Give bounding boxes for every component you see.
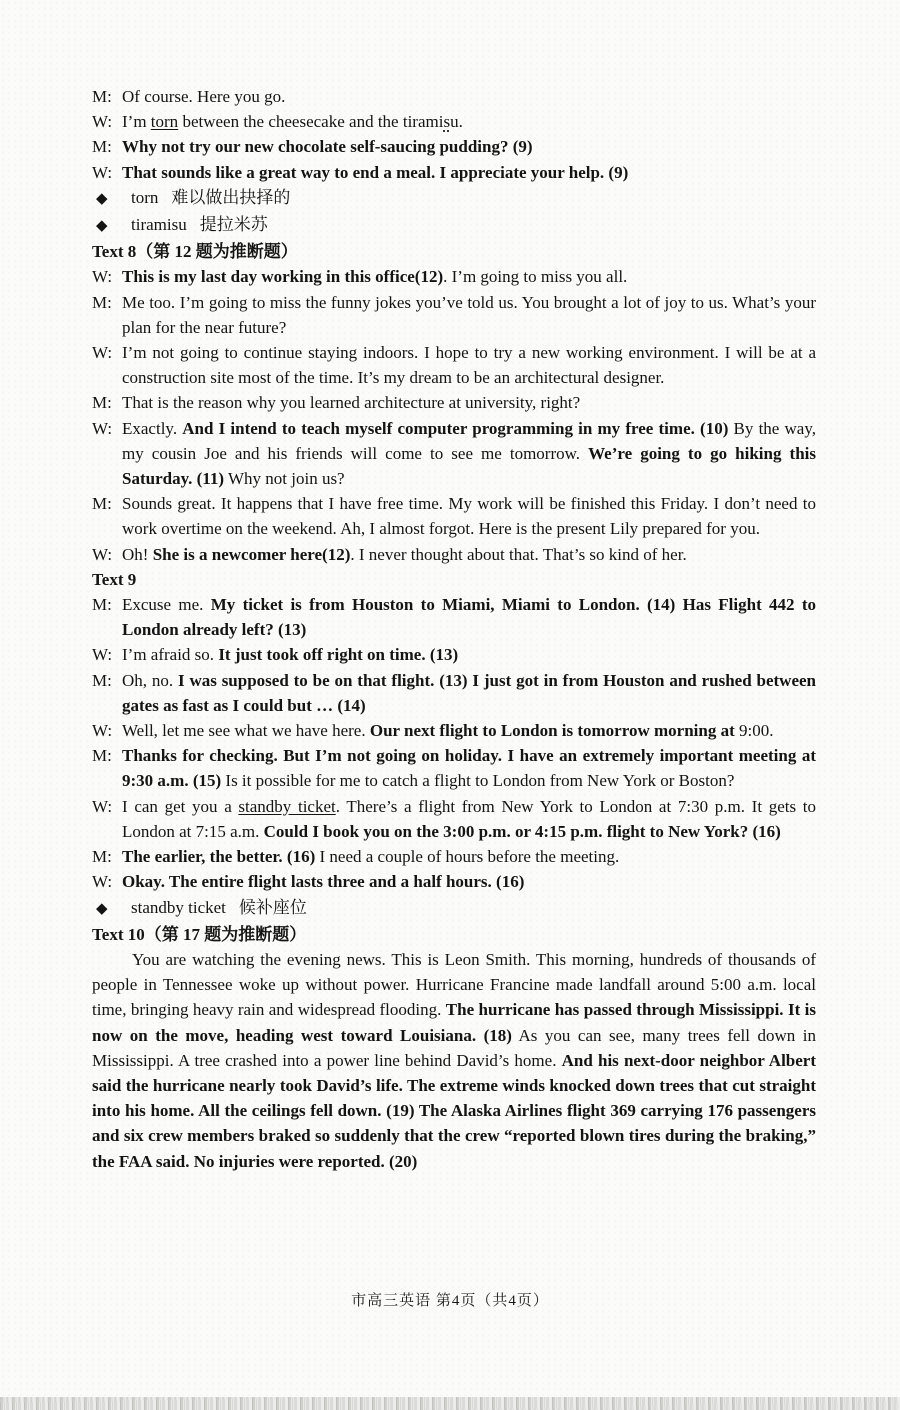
dialogue-line — [92, 869, 816, 894]
speaker-label: M: — [92, 595, 112, 615]
speaker-label: M: — [92, 494, 112, 514]
speaker-label: W: — [92, 645, 113, 665]
diamond-bullet-icon: ◆ — [96, 900, 108, 917]
dialogue-line — [92, 264, 816, 289]
text-segment: By the way, my cousin Joe and his friends will come to see me tomorrow. — [122, 418, 816, 463]
text-segment: 候补座位 — [238, 897, 307, 917]
text-segment: It just took off right on time. (13) — [218, 645, 459, 665]
diamond-bullet-icon: ◆ — [96, 190, 108, 207]
text-segment: Me too. I’m going to miss the funny jokes you’ve told us. You brought a lot of joy to us. What’s your plan for the near future? — [122, 292, 816, 337]
dialogue-line — [92, 160, 816, 185]
text-segment: Okay. The entire flight lasts three and a half hours. (16) — [122, 872, 525, 892]
text-segment: Oh! — [122, 544, 153, 564]
vocab-gloss-line — [92, 185, 816, 212]
text-segment: 9:00. — [734, 721, 774, 741]
text-segment: Why not try our new chocolate self-saucing pudding? (9) — [122, 137, 533, 157]
text-segment: 难以做出抉择的 — [171, 187, 291, 207]
text-segment: Why not join us? — [224, 469, 345, 489]
news-paragraph — [92, 947, 816, 1174]
speaker-label: W: — [92, 418, 113, 438]
speaker-label: M: — [92, 87, 112, 106]
section-heading — [92, 567, 816, 592]
dialogue-line — [92, 592, 816, 642]
text-segment: You are watching the evening news. This is Leon Smith. This morning, hundreds of thousands of people in Tennessee woke up without power. Hurricane Francine made landfall around 5:00 a.m. local time, bringing heavy rain and widespread flooding. — [92, 949, 816, 1020]
text-segment: s — [443, 112, 451, 132]
text-segment: I was supposed to be on that flight. (13) I just got in from Houston and rushed between gates as fast as I could but … (14) — [122, 670, 816, 715]
dialogue-line — [92, 668, 816, 718]
section-heading — [92, 922, 816, 947]
text-segment: That sounds like a great way to end a meal. I appreciate your help. (9) — [122, 162, 629, 182]
text-segment: Sounds great. It happens that I have free time. My work will be finished this Friday. I don’t need to work overtime on the weekend. Ah, I almost forgot. Here is the present Lily prepared for you. — [122, 494, 816, 539]
dialogue-line — [92, 340, 816, 390]
text-segment: u. — [450, 112, 463, 132]
speaker-label: M: — [92, 137, 112, 157]
speaker-label: W: — [92, 796, 113, 816]
diamond-bullet-icon: ◆ — [96, 218, 108, 235]
text-segment: Text 8（第 12 题为推断题） — [92, 242, 298, 262]
dialogue-line — [92, 642, 816, 667]
dialogue-line — [92, 844, 816, 869]
text-segment: Text 9 — [92, 569, 137, 589]
text-segment: The hurricane has passed through Mississippi. It is now on the move, heading west toward Louisiana. (18) — [92, 1000, 816, 1045]
section-heading — [92, 239, 816, 264]
text-segment: Is it possible for me to catch a flight to London from New York or Boston? — [221, 771, 735, 791]
dialogue-line — [92, 134, 816, 159]
speaker-label: M: — [92, 746, 112, 766]
scan-edge-artifact — [0, 1397, 900, 1410]
speaker-label: W: — [92, 343, 113, 363]
speaker-label: W: — [92, 162, 113, 182]
text-segment: This is my last day working in this office(12) — [122, 267, 444, 287]
vocab-gloss-line — [92, 895, 816, 922]
text-segment: As you can see, many trees fell down in Mississippi. A tree crashed into a power line behind David’s home. — [92, 1025, 817, 1070]
text-segment: Text 10（第 17 题为推断题） — [92, 924, 307, 944]
text-segment: I’m — [122, 112, 151, 132]
text-segment: Exactly. — [122, 418, 183, 438]
text-segment: between the cheesecake and the tirami — [178, 112, 444, 132]
dialogue-line — [92, 794, 816, 844]
text-segment: Oh, no. — [122, 670, 178, 690]
text-segment: torn — [131, 187, 159, 207]
text-segment: . I’m going to miss you all. — [443, 267, 628, 287]
dialogue-line — [92, 743, 816, 793]
speaker-label: W: — [92, 721, 113, 741]
text-segment: Well, let me see what we have here. — [122, 721, 370, 741]
text-segment: My ticket is from Houston to Miami, Miami to London. (14) Has Flight 442 to London already left? (13) — [122, 595, 817, 640]
text-segment: 提拉米苏 — [199, 215, 268, 235]
speaker-label: W: — [92, 872, 113, 892]
text-segment: torn — [150, 112, 179, 132]
text-segment: . There’s a flight from New York to London at 7:30 p.m. It gets to London at 7:15 a.m. — [122, 796, 816, 841]
text-segment: That is the reason why you learned architecture at university, right? — [122, 393, 581, 413]
text-segment: Our next flight to London is tomorrow morning at — [369, 721, 735, 741]
text-segment: . I never thought about that. That’s so kind of her. — [350, 544, 687, 564]
dialogue-line — [92, 84, 816, 109]
speaker-label: W: — [92, 112, 113, 132]
text-segment: We’re going to go hiking this Saturday. (11) — [122, 443, 816, 489]
transcript — [92, 84, 816, 1174]
text-segment: And his next-door neighbor Albert said the hurricane nearly took David’s life. The extreme winds knocked down trees that cut straight into his home. All the ceilings fell down. (19) The Alaska Airlines flight 369 carrying 176 passengers and six crew members braked so suddenly that the crew “reported blown tires during the braking,” the FAA said. No injuries were reported. (20) — [92, 1050, 816, 1171]
speaker-label: M: — [92, 393, 112, 413]
text-segment: Could I book you on the 3:00 p.m. or 4:15 p.m. flight to New York? (16) — [263, 821, 781, 841]
text-segment: standby ticket — [238, 796, 336, 816]
dialogue-line — [92, 542, 816, 567]
text-segment: I’m afraid so. — [122, 645, 219, 665]
text-segment: I can get you a — [122, 796, 239, 816]
vocab-gloss-line — [92, 212, 816, 239]
text-segment: Of course. Here you go. — [122, 87, 286, 106]
dialogue-line — [92, 491, 816, 541]
dialogue-line — [92, 390, 816, 415]
speaker-label: W: — [92, 267, 113, 287]
speaker-label: M: — [92, 670, 112, 690]
page-footer: 市高三英语 第4页（共4页） — [351, 1293, 549, 1309]
speaker-label: W: — [92, 544, 113, 564]
speaker-label: M: — [92, 847, 112, 867]
text-segment: I’m not going to continue staying indoors. I hope to try a new working environment. I will be at a construction site most of the time. It’s my dream to be an architectural designer. — [122, 343, 816, 388]
dialogue-line — [92, 416, 816, 492]
speaker-label: M: — [92, 292, 112, 312]
text-segment: tiramisu — [131, 215, 187, 235]
text-segment: standby ticket — [131, 897, 226, 917]
text-segment: And I intend to teach myself computer programming in my free time. (10) — [182, 418, 729, 438]
text-segment: Thanks for checking. But I’m not going on holiday. I have an extremely important meeting at 9:30 a.m. (15) — [122, 746, 816, 791]
dialogue-line — [92, 718, 816, 743]
dialogue-line — [92, 290, 816, 340]
dialogue-line — [92, 109, 816, 134]
text-segment: I need a couple of hours before the meeting. — [315, 847, 620, 867]
text-segment: Excuse me. — [122, 595, 211, 615]
text-segment: She is a newcomer here(12) — [152, 544, 351, 564]
text-segment: The earlier, the better. (16) — [122, 847, 316, 867]
